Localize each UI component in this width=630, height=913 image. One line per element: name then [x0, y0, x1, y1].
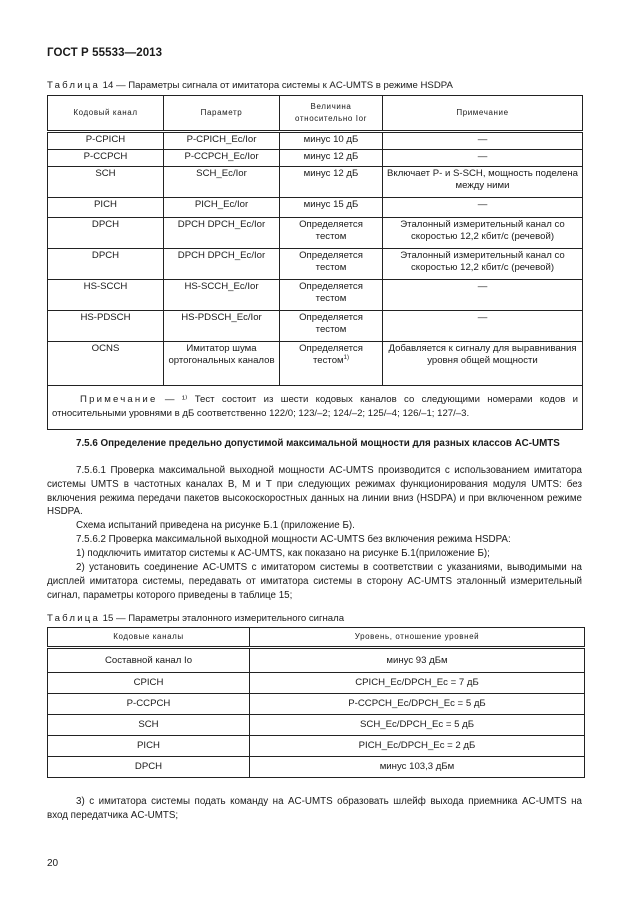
paragraph: 3) с имитатора системы подать команду на AC-UMTS образовать шлейф выхода приемника AC-UMTS на вход передатчика AC-UMTS;	[47, 796, 582, 821]
table-row	[48, 694, 585, 715]
table-14-header: Примечание	[383, 96, 583, 132]
table-14-caption	[47, 80, 453, 91]
table-row	[48, 311, 583, 342]
table-cell: —	[383, 132, 583, 150]
table-cell: минус 12 дБ	[280, 167, 383, 198]
table-cell: DPCH DPCH_Ec/Ior	[164, 218, 280, 249]
table-cell: Определяется тестом	[280, 249, 383, 280]
footnote-marker: 1)	[343, 354, 349, 361]
paragraph: 2) установить соединение AC-UMTS с имитатором системы в соответствии с указаниями, выводимыми на дисплей имитатора системы, передавать от имитатора системы в сторону AC-UMTS эталонный измерительный сигнал, параметры которого приведены в таблице 15;	[47, 562, 582, 601]
table-14-note	[48, 386, 583, 430]
table-row	[48, 648, 585, 673]
table-cell: PICH	[48, 198, 164, 218]
table-15-caption	[47, 613, 344, 624]
table-cell: P-CCPCH_Ec/Ior	[164, 150, 280, 167]
table-15	[47, 627, 585, 778]
table-cell: DPCH	[48, 757, 250, 778]
section-heading: 7.5.6 Определение предельно допустимой максимальной мощности для разных классов AC-UMTS	[76, 438, 560, 449]
table-14-header: Кодовый канал	[48, 96, 164, 132]
table-cell: минус 103,3 дБм	[250, 757, 585, 778]
table-cell: PICH_Ec/DPCH_Ec = 2 дБ	[250, 736, 585, 757]
table-row	[48, 673, 585, 694]
table-cell: P-CCPCH	[48, 150, 164, 167]
table-cell: минус 10 дБ	[280, 132, 383, 150]
table-row	[48, 715, 585, 736]
table-cell: —	[383, 150, 583, 167]
table-cell: Имитатор шума ортогональных каналов	[164, 342, 280, 386]
table-14	[47, 95, 583, 430]
table-cell: SCH	[48, 167, 164, 198]
table-cell: Определяется тестом	[280, 218, 383, 249]
table-14-header: Параметр	[164, 96, 280, 132]
table-cell: минус 12 дБ	[280, 150, 383, 167]
table-cell: минус 15 дБ	[280, 198, 383, 218]
table-cell: DPCH DPCH_Ec/Ior	[164, 249, 280, 280]
table-cell: Определяется тестом	[280, 280, 383, 311]
table-cell: P-CPICH	[48, 132, 164, 150]
table-row	[48, 757, 585, 778]
table-cell: Включает P- и S-SCH, мощность поделена между ними	[383, 167, 583, 198]
paragraph: Схема испытаний приведена на рисунке Б.1 (приложение Б).	[76, 520, 355, 531]
table-15-header: Уровень, отношение уровней	[250, 628, 585, 648]
table-row	[48, 280, 583, 311]
table-cell: Эталонный измерительный канал со скоростью 12,2 кбит/с (речевой)	[383, 249, 583, 280]
table-row	[48, 342, 583, 386]
table-cell: HS-SCCH_Ec/Ior	[164, 280, 280, 311]
table-row	[48, 249, 583, 280]
table-cell: CPICH_Ec/DPCH_Ec = 7 дБ	[250, 673, 585, 694]
table-cell: CPICH	[48, 673, 250, 694]
table-14-caption-label: Таблица	[47, 80, 101, 91]
table-row	[48, 132, 583, 150]
table-cell: DPCH	[48, 249, 164, 280]
paragraph: 7.5.6.2 Проверка максимальной выходной мощности AC-UMTS без включения режима HSDPA:	[76, 534, 511, 545]
note-label: Примечание	[80, 394, 158, 405]
table-cell: —	[383, 198, 583, 218]
document-header: ГОСТ Р 55533—2013	[47, 47, 163, 59]
table-cell: SCH_Ec/Ior	[164, 167, 280, 198]
table-cell: HS-PDSCH	[48, 311, 164, 342]
table-row	[48, 198, 583, 218]
paragraph: 1) подключить имитатор системы к AC-UMTS, как показано на рисунке Б.1(приложение Б);	[76, 548, 490, 559]
table-15-caption-label: Таблица	[47, 613, 101, 624]
note-text: — ¹⁾ Тест состоит из шести кодовых каналов со следующими номерами кодов и относительными уровнями в дБ соответственно 122/0; 123/–2; 124/–2; 125/–4; 126/–1; 127/–3.	[52, 394, 578, 419]
table-15-header: Кодовые каналы	[48, 628, 250, 648]
table-cell: SCH_Ec/DPCH_Ec = 5 дБ	[250, 715, 585, 736]
table-15-caption-text: 15 — Параметры эталонного измерительного сигнала	[100, 613, 345, 624]
table-14-header: Величина относительно Ior	[280, 96, 383, 132]
table-14-note-row	[48, 386, 583, 430]
table-15-header-row	[48, 628, 585, 648]
table-cell: минус 93 дБм	[250, 648, 585, 673]
table-cell: —	[383, 311, 583, 342]
table-14-caption-text: 14 — Параметры сигнала от имитатора системы к AC-UMTS в режиме HSDPA	[100, 80, 453, 91]
table-cell: Составной канал Io	[48, 648, 250, 673]
page-number: 20	[47, 858, 59, 869]
table-cell: PICH_Ec/Ior	[164, 198, 280, 218]
table-row	[48, 218, 583, 249]
table-cell: PICH	[48, 736, 250, 757]
table-cell	[280, 342, 383, 386]
table-cell: P-CPICH_Ec/Ior	[164, 132, 280, 150]
table-row	[48, 736, 585, 757]
table-cell: P-CCPCH_Ec/DPCH_Ec = 5 дБ	[250, 694, 585, 715]
table-cell: P-CCPCH	[48, 694, 250, 715]
paragraph: 7.5.6.1 Проверка максимальной выходной мощности AC-UMTS производится с использованием имитатора системы UMTS в частотных каналах B, M и T при следующих режимах функционирования модуля UMTS: без включения режима передачи пакетов высокоскоростных данных на линии вниз (HSDPA) и при включенном режиме HSDPA.	[47, 465, 582, 518]
table-14-header-row	[48, 96, 583, 132]
table-cell: OCNS	[48, 342, 164, 386]
table-cell: HS-SCCH	[48, 280, 164, 311]
table-cell: Определяется тестом	[280, 311, 383, 342]
table-cell: HS-PDSCH_Ec/Ior	[164, 311, 280, 342]
table-cell: DPCH	[48, 218, 164, 249]
table-row	[48, 167, 583, 198]
table-cell: Добавляется к сигналу для выравнивания уровня общей мощности	[383, 342, 583, 386]
table-cell: SCH	[48, 715, 250, 736]
table-cell: Эталонный измерительный канал со скоростью 12,2 кбит/с (речевой)	[383, 218, 583, 249]
table-cell: —	[383, 280, 583, 311]
table-row	[48, 150, 583, 167]
ocns-level-text: Определяется тестом	[299, 343, 363, 366]
